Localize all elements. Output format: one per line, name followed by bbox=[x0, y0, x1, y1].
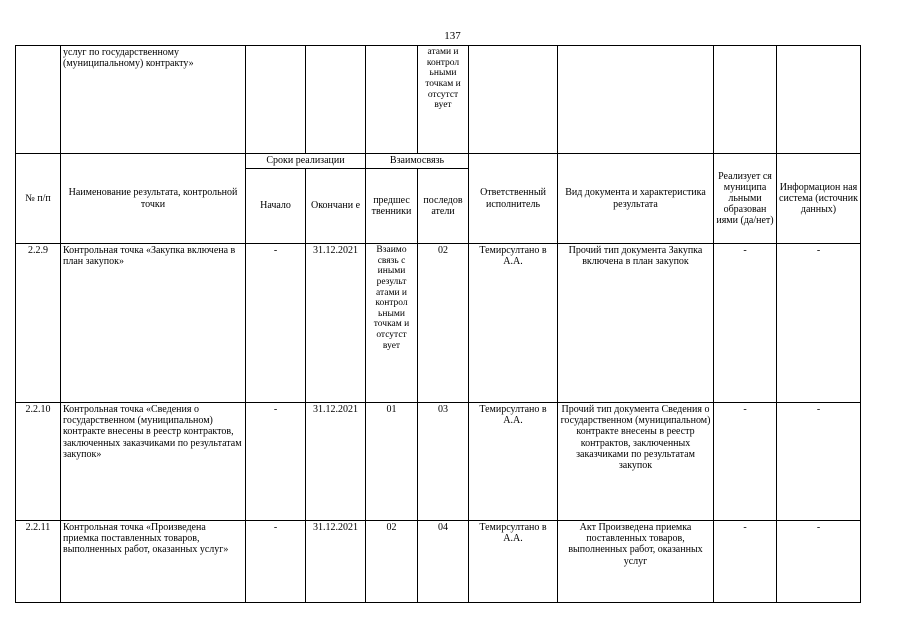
cont-resp-cell bbox=[469, 46, 558, 154]
row-resp: Темирсултано в А.А. bbox=[469, 244, 558, 403]
row-name: Контрольная точка «Сведения о государственном (муниципальном) контракте внесены в реестр контрактов, заключенных заказчиками по результатам закупок» bbox=[61, 403, 246, 521]
cont-start-cell bbox=[246, 46, 306, 154]
cont-doc-cell bbox=[558, 46, 714, 154]
row-num: 2.2.9 bbox=[16, 244, 61, 403]
cont-mun-cell bbox=[714, 46, 777, 154]
row-end: 31.12.2021 bbox=[306, 403, 366, 521]
row-name: Контрольная точка «Произведена приемка поставленных товаров, выполненных работ, оказанных услуг» bbox=[61, 521, 246, 603]
table-row bbox=[16, 403, 861, 521]
continuation-row bbox=[16, 46, 861, 154]
header-num: № п/п bbox=[16, 154, 61, 244]
row-num: 2.2.10 bbox=[16, 403, 61, 521]
row-succ: 02 bbox=[418, 244, 469, 403]
header-end: Окончани е bbox=[306, 169, 366, 244]
row-pred: 01 bbox=[366, 403, 418, 521]
header-row-1 bbox=[16, 154, 861, 169]
row-doc: Прочий тип документа Сведения о государственном (муниципальном) контракте внесены в реестр контрактов, заключенных заказчиками по результатам закупок bbox=[558, 403, 714, 521]
row-mun: - bbox=[714, 521, 777, 603]
table-row bbox=[16, 244, 861, 403]
row-pred: Взаимо связь с иными результ атами и контрол ьными точкам и отсутст вует bbox=[366, 244, 418, 403]
cont-info-cell bbox=[777, 46, 861, 154]
row-mun: - bbox=[714, 403, 777, 521]
row-start: - bbox=[246, 403, 306, 521]
cont-name-cell: услуг по государственному (муниципальному) контракту» bbox=[61, 46, 246, 154]
header-mun: Реализует ся муниципа льными образован иями (да/нет) bbox=[714, 154, 777, 244]
row-resp: Темирсултано в А.А. bbox=[469, 403, 558, 521]
row-mun: - bbox=[714, 244, 777, 403]
cont-num-cell bbox=[16, 46, 61, 154]
row-start: - bbox=[246, 244, 306, 403]
header-pred: предшес твенники bbox=[366, 169, 418, 244]
header-doc: Вид документа и характеристика результата bbox=[558, 154, 714, 244]
header-succ: последов атели bbox=[418, 169, 469, 244]
row-doc: Прочий тип документа Закупка включена в план закупок bbox=[558, 244, 714, 403]
header-resp: Ответственный исполнитель bbox=[469, 154, 558, 244]
results-table bbox=[15, 45, 861, 603]
cont-end-cell bbox=[306, 46, 366, 154]
row-info: - bbox=[777, 403, 861, 521]
row-start: - bbox=[246, 521, 306, 603]
header-relations: Взаимосвязь bbox=[366, 154, 469, 169]
row-num: 2.2.11 bbox=[16, 521, 61, 603]
row-succ: 04 bbox=[418, 521, 469, 603]
header-terms: Сроки реализации bbox=[246, 154, 366, 169]
row-succ: 03 bbox=[418, 403, 469, 521]
row-pred: 02 bbox=[366, 521, 418, 603]
cont-pred-cell: атами и контрол ьными точкам и отсутст вует bbox=[418, 46, 469, 154]
row-end: 31.12.2021 bbox=[306, 521, 366, 603]
row-resp: Темирсултано в А.А. bbox=[469, 521, 558, 603]
page-number: 137 bbox=[444, 30, 461, 42]
row-info: - bbox=[777, 521, 861, 603]
cont-empty-cell bbox=[366, 46, 418, 154]
header-start: Начало bbox=[246, 169, 306, 244]
row-doc: Акт Произведена приемка поставленных товаров, выполненных работ, оказанных услуг bbox=[558, 521, 714, 603]
header-name: Наименование результата, контрольной точки bbox=[61, 154, 246, 244]
row-info: - bbox=[777, 244, 861, 403]
row-end: 31.12.2021 bbox=[306, 244, 366, 403]
table-row bbox=[16, 521, 861, 603]
header-info: Информацион ная система (источник данных) bbox=[777, 154, 861, 244]
row-name: Контрольная точка «Закупка включена в план закупок» bbox=[61, 244, 246, 403]
